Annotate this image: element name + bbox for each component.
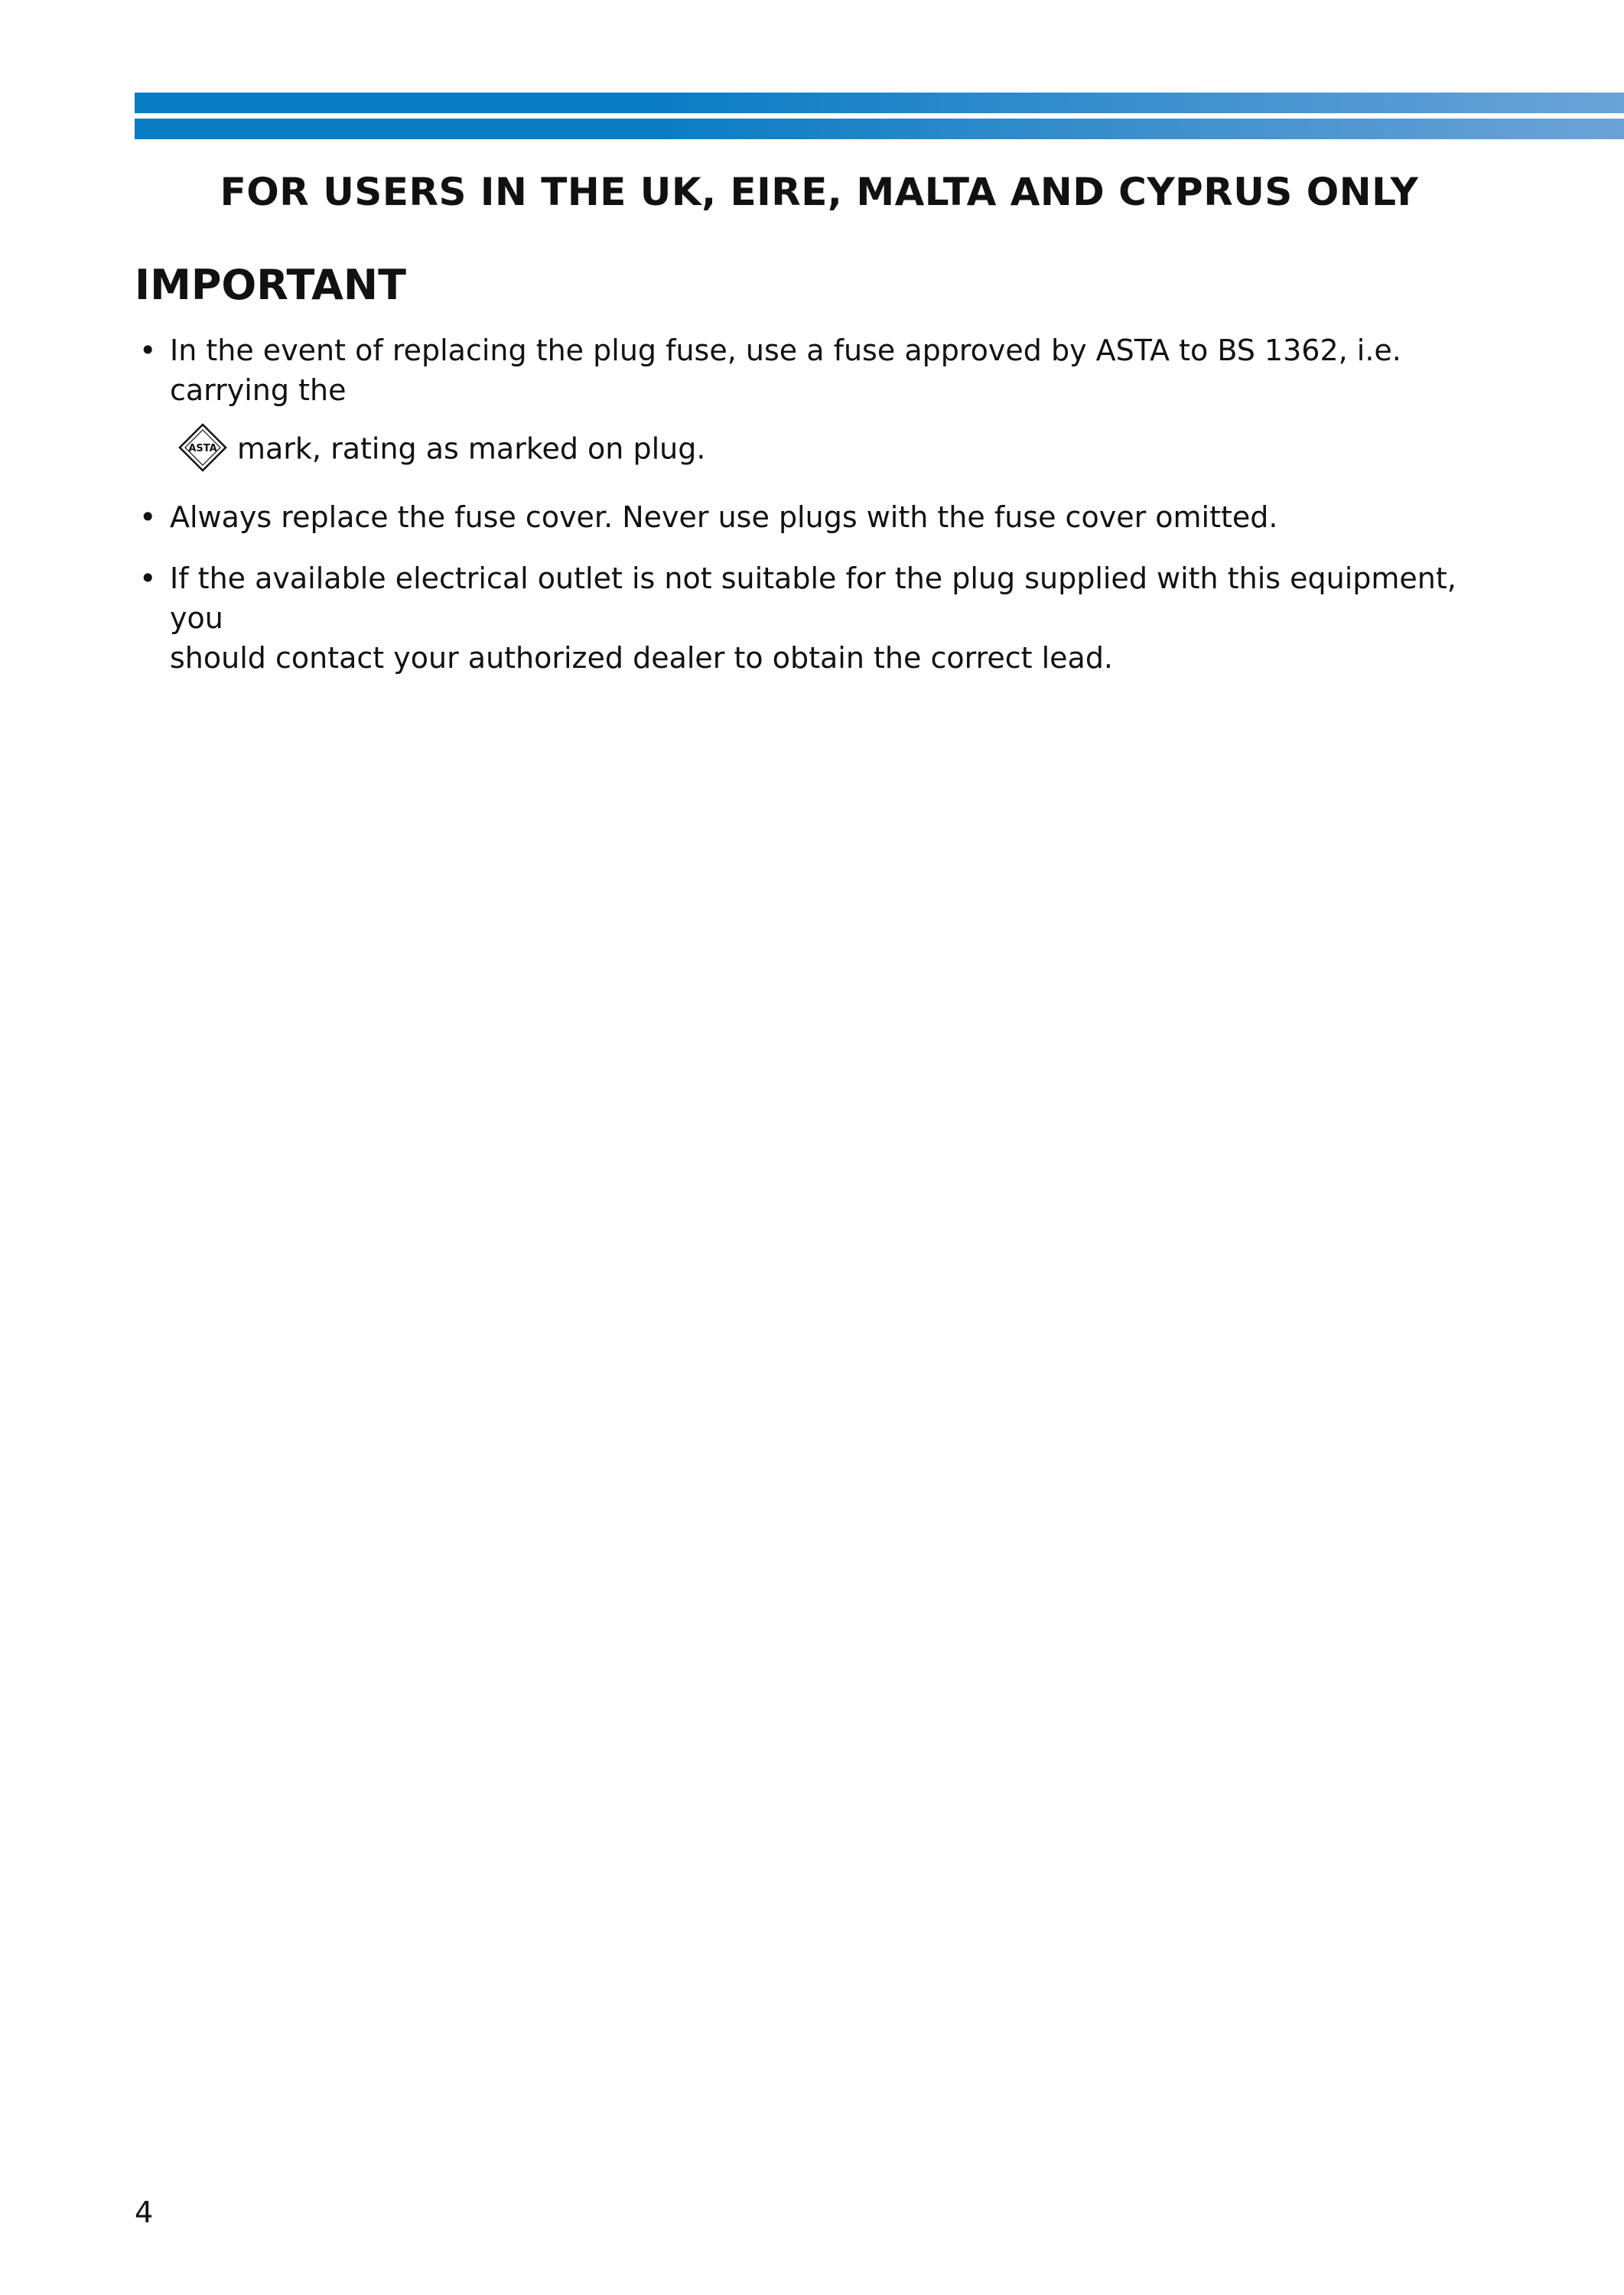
mark-line [170, 425, 1496, 476]
page-number: 4 [135, 2196, 154, 2229]
bullet-text-line: Always replace the fuse cover. Never use plugs with the fuse cover omitted. [170, 500, 1278, 534]
bullet-text-line: In the event of replacing the plug fuse, use a fuse approved by ASTA to BS 1362, i.e. carrying the [170, 334, 1401, 407]
asta-diamond-icon [177, 422, 228, 473]
bullet-dot: • [139, 562, 157, 595]
list-item [135, 558, 1496, 678]
bullet-list [135, 330, 1496, 699]
list-item [135, 497, 1496, 537]
list-item [135, 330, 1496, 476]
header-stripe-bottom [135, 119, 1624, 139]
bullet-dot: • [139, 334, 157, 367]
bullet-dot: • [139, 500, 157, 534]
header-stripe-top [135, 93, 1624, 113]
bullet-text-line: should contact your authorized dealer to obtain the correct lead. [170, 641, 1114, 675]
bullet-text-line: mark, rating as marked on plug. [237, 431, 706, 466]
bullet-text-line: If the available electrical outlet is not suitable for the plug supplied with this equipment, you [170, 562, 1456, 635]
asta-mark-label: ASTA [188, 443, 217, 454]
section-heading: IMPORTANT [135, 261, 406, 309]
header-band [135, 93, 1624, 140]
page-title: FOR USERS IN THE UK, EIRE, MALTA AND CYPRUS ONLY [220, 170, 1419, 214]
